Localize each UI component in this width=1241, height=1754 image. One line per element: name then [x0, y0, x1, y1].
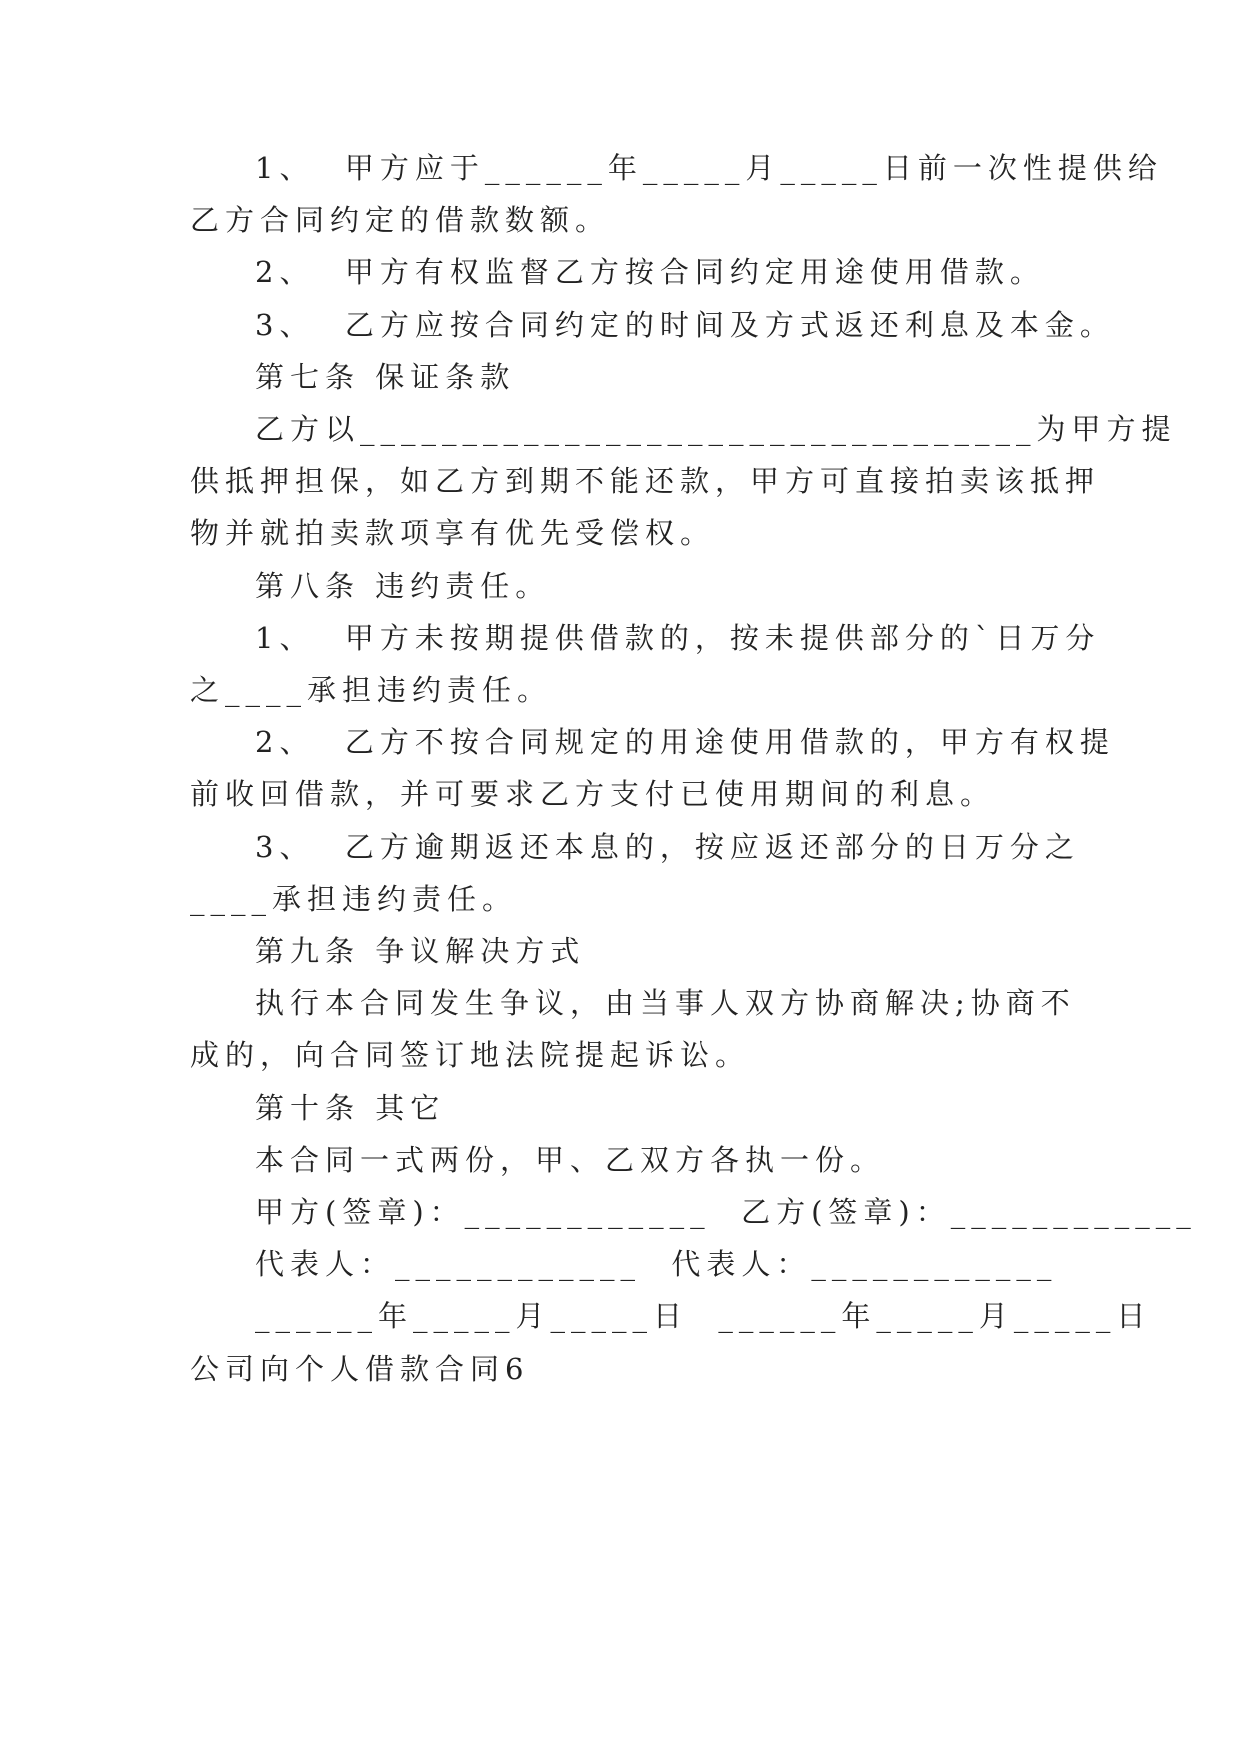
copies-clause: 本合同一式两份，甲、乙双方各执一份。	[255, 1143, 886, 1177]
dispute-line-2: 成的，向合同签订地法院提起诉讼。	[190, 1038, 751, 1072]
article-10-heading: 第十条 其它	[255, 1091, 446, 1125]
signature-line: 甲方(签章)：____________ 乙方(签章)：____________	[255, 1195, 1197, 1229]
breach-2-line-2: 前收回借款，并可要求乙方支付已使用期间的利息。	[190, 777, 996, 811]
breach-1-line-1: 1、 甲方未按期提供借款的，按未提供部分的`日万分	[255, 621, 1101, 655]
guarantee-line-3: 物并就拍卖款项享有优先受偿权。	[190, 516, 716, 550]
dispute-line-1: 执行本合同发生争议，由当事人双方协商解决;协商不	[255, 986, 1076, 1020]
breach-1-line-2: 之____承担违约责任。	[190, 673, 553, 707]
breach-3-line-1: 3、 乙方逾期返还本息的，按应返还部分的日万分之	[255, 830, 1080, 864]
clause-2: 2、 甲方有权监督乙方按合同约定用途使用借款。	[255, 255, 1045, 289]
breach-2-line-1: 2、 乙方不按合同规定的用途使用借款的，甲方有权提	[255, 725, 1115, 759]
article-9-heading: 第九条 争议解决方式	[255, 934, 586, 968]
next-contract-title: 公司向个人借款合同6	[190, 1352, 530, 1386]
clause-1-line-1: 1、 甲方应于______年_____月_____日前一次性提供给	[255, 151, 1163, 185]
article-7-heading: 第七条 保证条款	[255, 360, 516, 394]
date-line: ______年_____月_____日 ______年_____月_____日	[255, 1299, 1152, 1333]
guarantee-line-1: 乙方以_________________________________为甲方提	[255, 412, 1177, 446]
breach-3-line-2: ____承担违约责任。	[190, 882, 518, 916]
article-8-heading: 第八条 违约责任。	[255, 569, 551, 603]
guarantee-line-2: 供抵押担保，如乙方到期不能还款，甲方可直接拍卖该抵押	[190, 464, 1101, 498]
clause-1-line-2: 乙方合同约定的借款数额。	[190, 203, 611, 237]
clause-3: 3、 乙方应按合同约定的时间及方式返还利息及本金。	[255, 308, 1115, 342]
representative-line: 代表人：____________ 代表人：____________	[255, 1247, 1058, 1281]
